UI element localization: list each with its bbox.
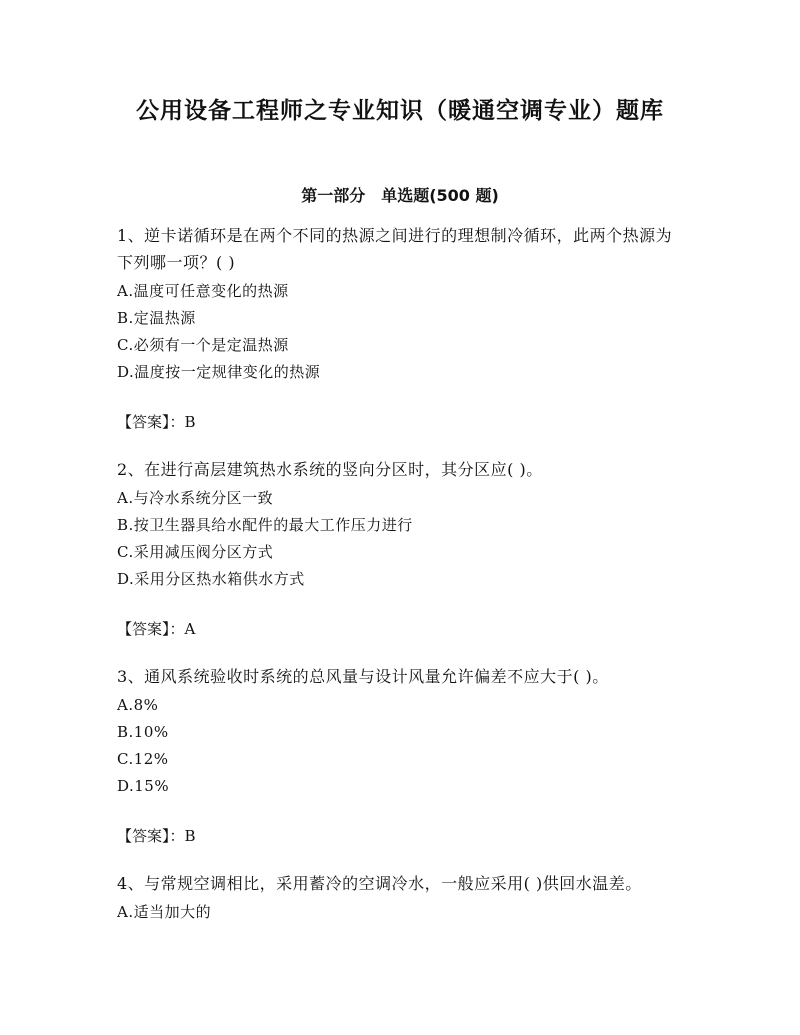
question-4 xyxy=(117,870,687,926)
question-1 xyxy=(117,222,687,436)
option-d: D.采用分区热水箱供水方式 xyxy=(117,570,305,588)
option-a: A.适当加大的 xyxy=(117,903,212,921)
answer-line xyxy=(117,823,687,850)
answer-line xyxy=(117,616,687,643)
option-c: C.采用减压阀分区方式 xyxy=(117,543,274,561)
document-title: 公用设备工程师之专业知识（暖通空调专业）题库 xyxy=(136,98,664,124)
option-b: B.10% xyxy=(117,723,169,741)
question-stem: 4、与常规空调相比，采用蓄冷的空调冷水，一般应采用( )供回水温差。 xyxy=(117,874,642,893)
question-stem: 3、通风系统验收时系统的总风量与设计风量允许偏差不应大于( )。 xyxy=(117,667,609,686)
option-c: C.必须有一个是定温热源 xyxy=(117,336,289,354)
option-a: A.温度可任意变化的热源 xyxy=(117,282,289,300)
option-c: C.12% xyxy=(117,750,169,768)
answer-label: 【答案】： xyxy=(117,413,185,431)
option-a: A.与冷水系统分区一致 xyxy=(117,489,274,507)
answer-label: 【答案】： xyxy=(117,620,185,638)
option-d: D.温度按一定规律变化的热源 xyxy=(117,363,321,381)
option-d: D.15% xyxy=(117,777,170,795)
answer-value: B xyxy=(184,827,196,845)
section-title: 第一部分 单选题(500 题) xyxy=(301,186,499,205)
answer-value: A xyxy=(184,620,196,638)
option-b: B.按卫生器具给水配件的最大工作压力进行 xyxy=(117,516,413,534)
question-2 xyxy=(117,456,687,643)
option-b: B.定温热源 xyxy=(117,309,196,327)
question-3 xyxy=(117,663,687,850)
answer-value: B xyxy=(184,413,196,431)
question-list xyxy=(117,222,687,926)
option-a: A.8% xyxy=(117,696,159,714)
question-stem: 1、逆卡诺循环是在两个不同的热源之间进行的理想制冷循环，此两个热源为下列哪一项？( ) xyxy=(117,226,673,272)
answer-line xyxy=(117,409,687,436)
answer-label: 【答案】： xyxy=(117,827,185,845)
question-stem: 2、在进行高层建筑热水系统的竖向分区时，其分区应( )。 xyxy=(117,460,543,479)
